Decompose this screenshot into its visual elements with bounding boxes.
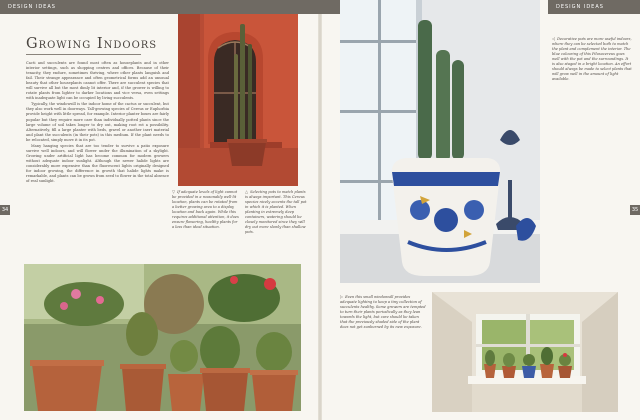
caption-text: Decorative pots are more useful indoors, where they can be selected both to match the plant and complement the interior. The blue colouring of this Pilosocereus goes well with the pot and the surroundings. It is also staged in a bright location. An effort should always be made to select plants that will grow well in the amount of light available. — [552, 37, 632, 81]
body-paragraph: Many hanging species that are too tender to survive a patio exposure survive well indoors, and will flower under the illumination of a skylight. Growing under artificial light has become common for modern growers without adequate indoor sunlight. Although the newer halide lights are considerably more expensive than the fluorescent lights originally designed for indoor growing, the difference in growth that halide lights make is remarkable, and plants can be grown from seed to flower in the total absence of real sunlight. — [26, 143, 169, 184]
potted-cacti-illustration — [24, 264, 301, 411]
caption-text: If adequate levels of light cannot be provided in a reasonably well-lit location, plants can be rotated from a better growing area to a display location and back again. While this requires additional attention, it does ensure flowering, healthy plants for a less than ideal situation. — [172, 190, 239, 229]
photo-potted-cacti — [24, 264, 301, 411]
caption-text: Even this small windowsill provides adequate lighting to keep a tiny collection of succulents healthy. Some growers are tempted to turn their plants periodically as they lean towards the light, but care should be taken that the previously shaded side of the plant does not get sunburned by its new exposure. — [340, 295, 426, 329]
triangle-right-icon: ▷ — [340, 294, 344, 299]
caption-text: Selecting pots to match plants is always important. This Cereus species nicely accents the tall pot in which it is planted. When planting in extremely deep containers, watering should be closely monitored since they will dry out more slowly than shallow pots. — [245, 190, 307, 234]
page-gutter — [318, 0, 322, 420]
photo-orange-wall-cactus — [178, 14, 298, 186]
blue-pot-illustration — [340, 0, 540, 283]
body-paragraph: Cacti and succulents are found most often as houseplants and in other interior settings, such as shopping centres and offices. Because of their tenacity, they endure, sometimes thriving, where other plants languish and fail. Their strange appearance and often geometrical forms add an unusual beauty that other houseplants cannot offer. There are succulent species that will survive all but the most dimly lit interior and, if the grower is willing to rotate plants from lighter to darker locations and vice versa, even settings with inadequate light can be occupied by living succulents. — [26, 61, 169, 101]
caption-selecting-pots — [245, 189, 307, 235]
windowsill-illustration — [432, 292, 618, 412]
page-title: Growing Indoors — [26, 36, 158, 52]
triangle-up-icon: ▽ — [172, 189, 176, 194]
page-number-right: 35 — [631, 207, 639, 213]
body-paragraph: Typically, the windowsill is the indoor home of the cactus or succulent, but they also work well in doorways. Tall-growing species of Cereus or Euphorbia provide height with little spread, for example. Interior planter boxes are fairly popular but they require more care than individually potted plants since the large volume of soil takes longer to dry out, making root rot a possibility. Alternatively, fill a large planter with beds, gravel or another inert material and plant the succulents (in their pots) in this medium. If the plant needs to be relocated, simply move it in its pot. — [26, 102, 169, 142]
body-text — [26, 61, 169, 185]
caption-adequate-light — [172, 189, 240, 230]
caption-decorative-pots — [552, 36, 632, 82]
running-head-left: DESIGN IDEAS — [0, 0, 348, 14]
photo-small-windowsill — [432, 292, 618, 412]
running-head-right: DESIGN IDEAS — [548, 0, 640, 14]
triangle-right-icon: △ — [245, 189, 249, 194]
title-rule — [26, 54, 141, 55]
photo-blue-pot-cactus — [340, 0, 540, 283]
caption-windowsill — [340, 294, 426, 330]
triangle-left-icon: ◁ — [552, 36, 556, 41]
page-number-left: 34 — [1, 207, 9, 213]
orange-wall-illustration — [178, 14, 298, 186]
